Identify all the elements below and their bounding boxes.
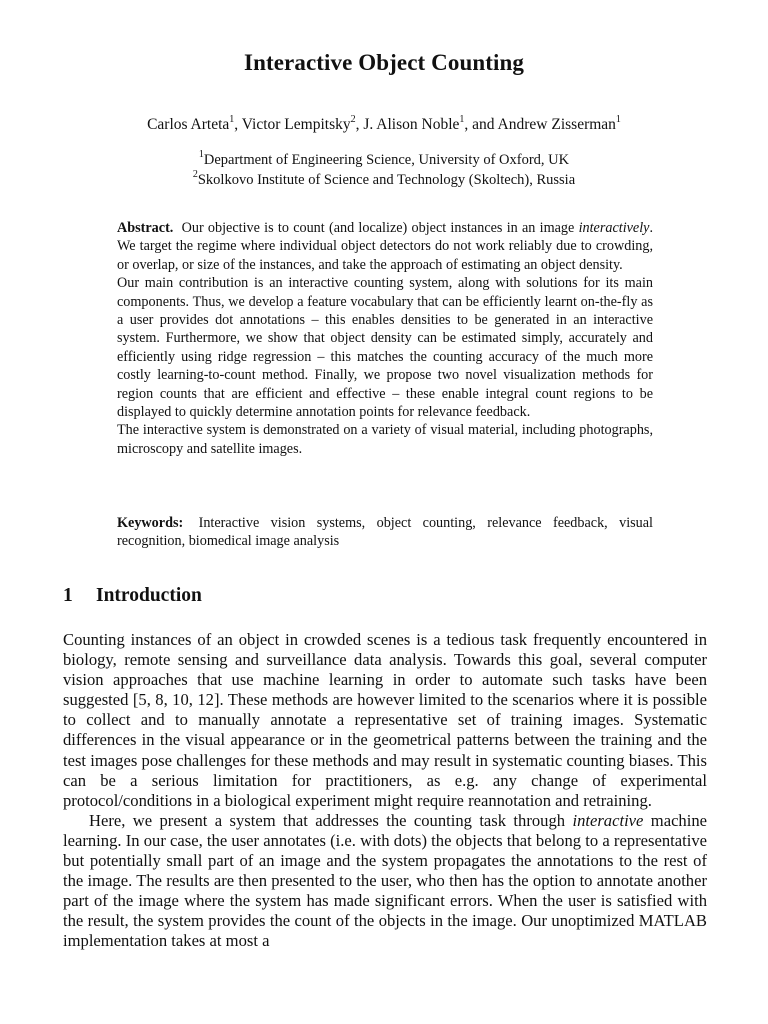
abstract (117, 219, 653, 458)
keywords-label: Keywords: (117, 515, 184, 531)
abstract-label: Abstract. (117, 220, 174, 236)
author-affil-mark: 1 (229, 114, 235, 125)
section-heading (63, 585, 202, 607)
author-name: Carlos Arteta (147, 116, 230, 134)
author-affil-mark: 1 (459, 114, 465, 125)
abstract-emphasis: interactively (578, 220, 650, 236)
affiliation (0, 150, 768, 169)
author-separator: , (355, 116, 364, 134)
affil-mark: 1 (198, 149, 204, 160)
affiliation (0, 170, 768, 189)
intro-body (63, 630, 707, 952)
author-affil-mark: 2 (350, 114, 356, 125)
author-name: J. Alison Noble (363, 116, 460, 134)
author-affil-mark: 1 (615, 114, 621, 125)
abstract-text: . We target the regime where individual object detectors do not work reliably due to crowding, or overlap, or size of the instances, and take the approach of estimating an object density. (117, 220, 654, 273)
affil-text: Department of Engineering Science, University of Oxford, UK (203, 151, 570, 168)
abstract-paragraph: The interactive system is demonstrated on a variety of visual material, including photographs, microscopy and satellite images. (117, 422, 653, 457)
body-paragraph: Counting instances of an object in crowded scenes is a tedious task frequently encountered in biology, remote sensing and surveillance data analysis. Towards this goal, several computer vision approaches that use machine learning in order to automate such tasks have been suggested [5, 8, 10, 12]. These methods are however limited to the scenarios where it is possible to collect and to manually annotate a representative set of training images. Systematic differences in the visual appearance or in the geometrical patterns between the training and the test images pose challenges for these methods and may result in systematic counting biases. This can be a serious limitation for practitioners, as e.g. any change of experimental protocol/conditions in a biological experiment might require reannotation and retraining. (63, 630, 707, 810)
section-title: Introduction (96, 585, 202, 606)
paper-title: Interactive Object Counting (244, 50, 524, 75)
affil-text: Skolkovo Institute of Science and Technology (Skoltech), Russia (197, 171, 576, 188)
author-separator: , and (464, 116, 498, 134)
author-separator: , (234, 116, 242, 134)
author-list (0, 115, 768, 134)
abstract-paragraph: Our main contribution is an interactive counting system, along with solutions for its main components. Thus, we develop a feature vocabulary that can be efficiently learnt on-the-fly as a user provides dot annotations – this enables densities to be generated in an interactive system. Furthermore, we show that object density can be estimated simply, accurately and efficiently using ridge regression – this matches the counting accuracy of the much more costly learning-to-count method. Finally, we propose two novel visualization methods for region counts that are efficient and effective – these enable integral count regions to be displayed to quickly determine annotation points for relevance feedback. (117, 275, 653, 421)
affil-mark: 2 (192, 169, 198, 180)
abstract-text: Our objective is to count (and localize) object instances in an image (181, 220, 575, 236)
body-emphasis: interactive (572, 810, 644, 830)
author-name: Victor Lempitsky (241, 116, 351, 134)
abstract-paragraph (117, 219, 653, 274)
body-text: machine learning. In our case, the user annotates (i.e. with dots) the objects that belong to a representative but potentially small part of an image and the system propagates the annotations to the rest of the image. The results are then presented to the user, who then has the option to annotate another part of the image where the system has made significant errors. When the user is satisfied with the result, the system provides the count of the objects in the image. Our unoptimized MATLAB implementation takes at most a (63, 810, 708, 951)
body-text: Here, we present a system that addresses the counting task through (89, 810, 566, 830)
body-paragraph (63, 811, 707, 952)
keywords (117, 514, 653, 551)
section-number: 1 (63, 585, 73, 606)
keywords-text: Interactive vision systems, object counting, relevance feedback, visual recognition, biomedical image analysis (117, 515, 654, 550)
author-name: Andrew Zisserman (497, 116, 616, 134)
